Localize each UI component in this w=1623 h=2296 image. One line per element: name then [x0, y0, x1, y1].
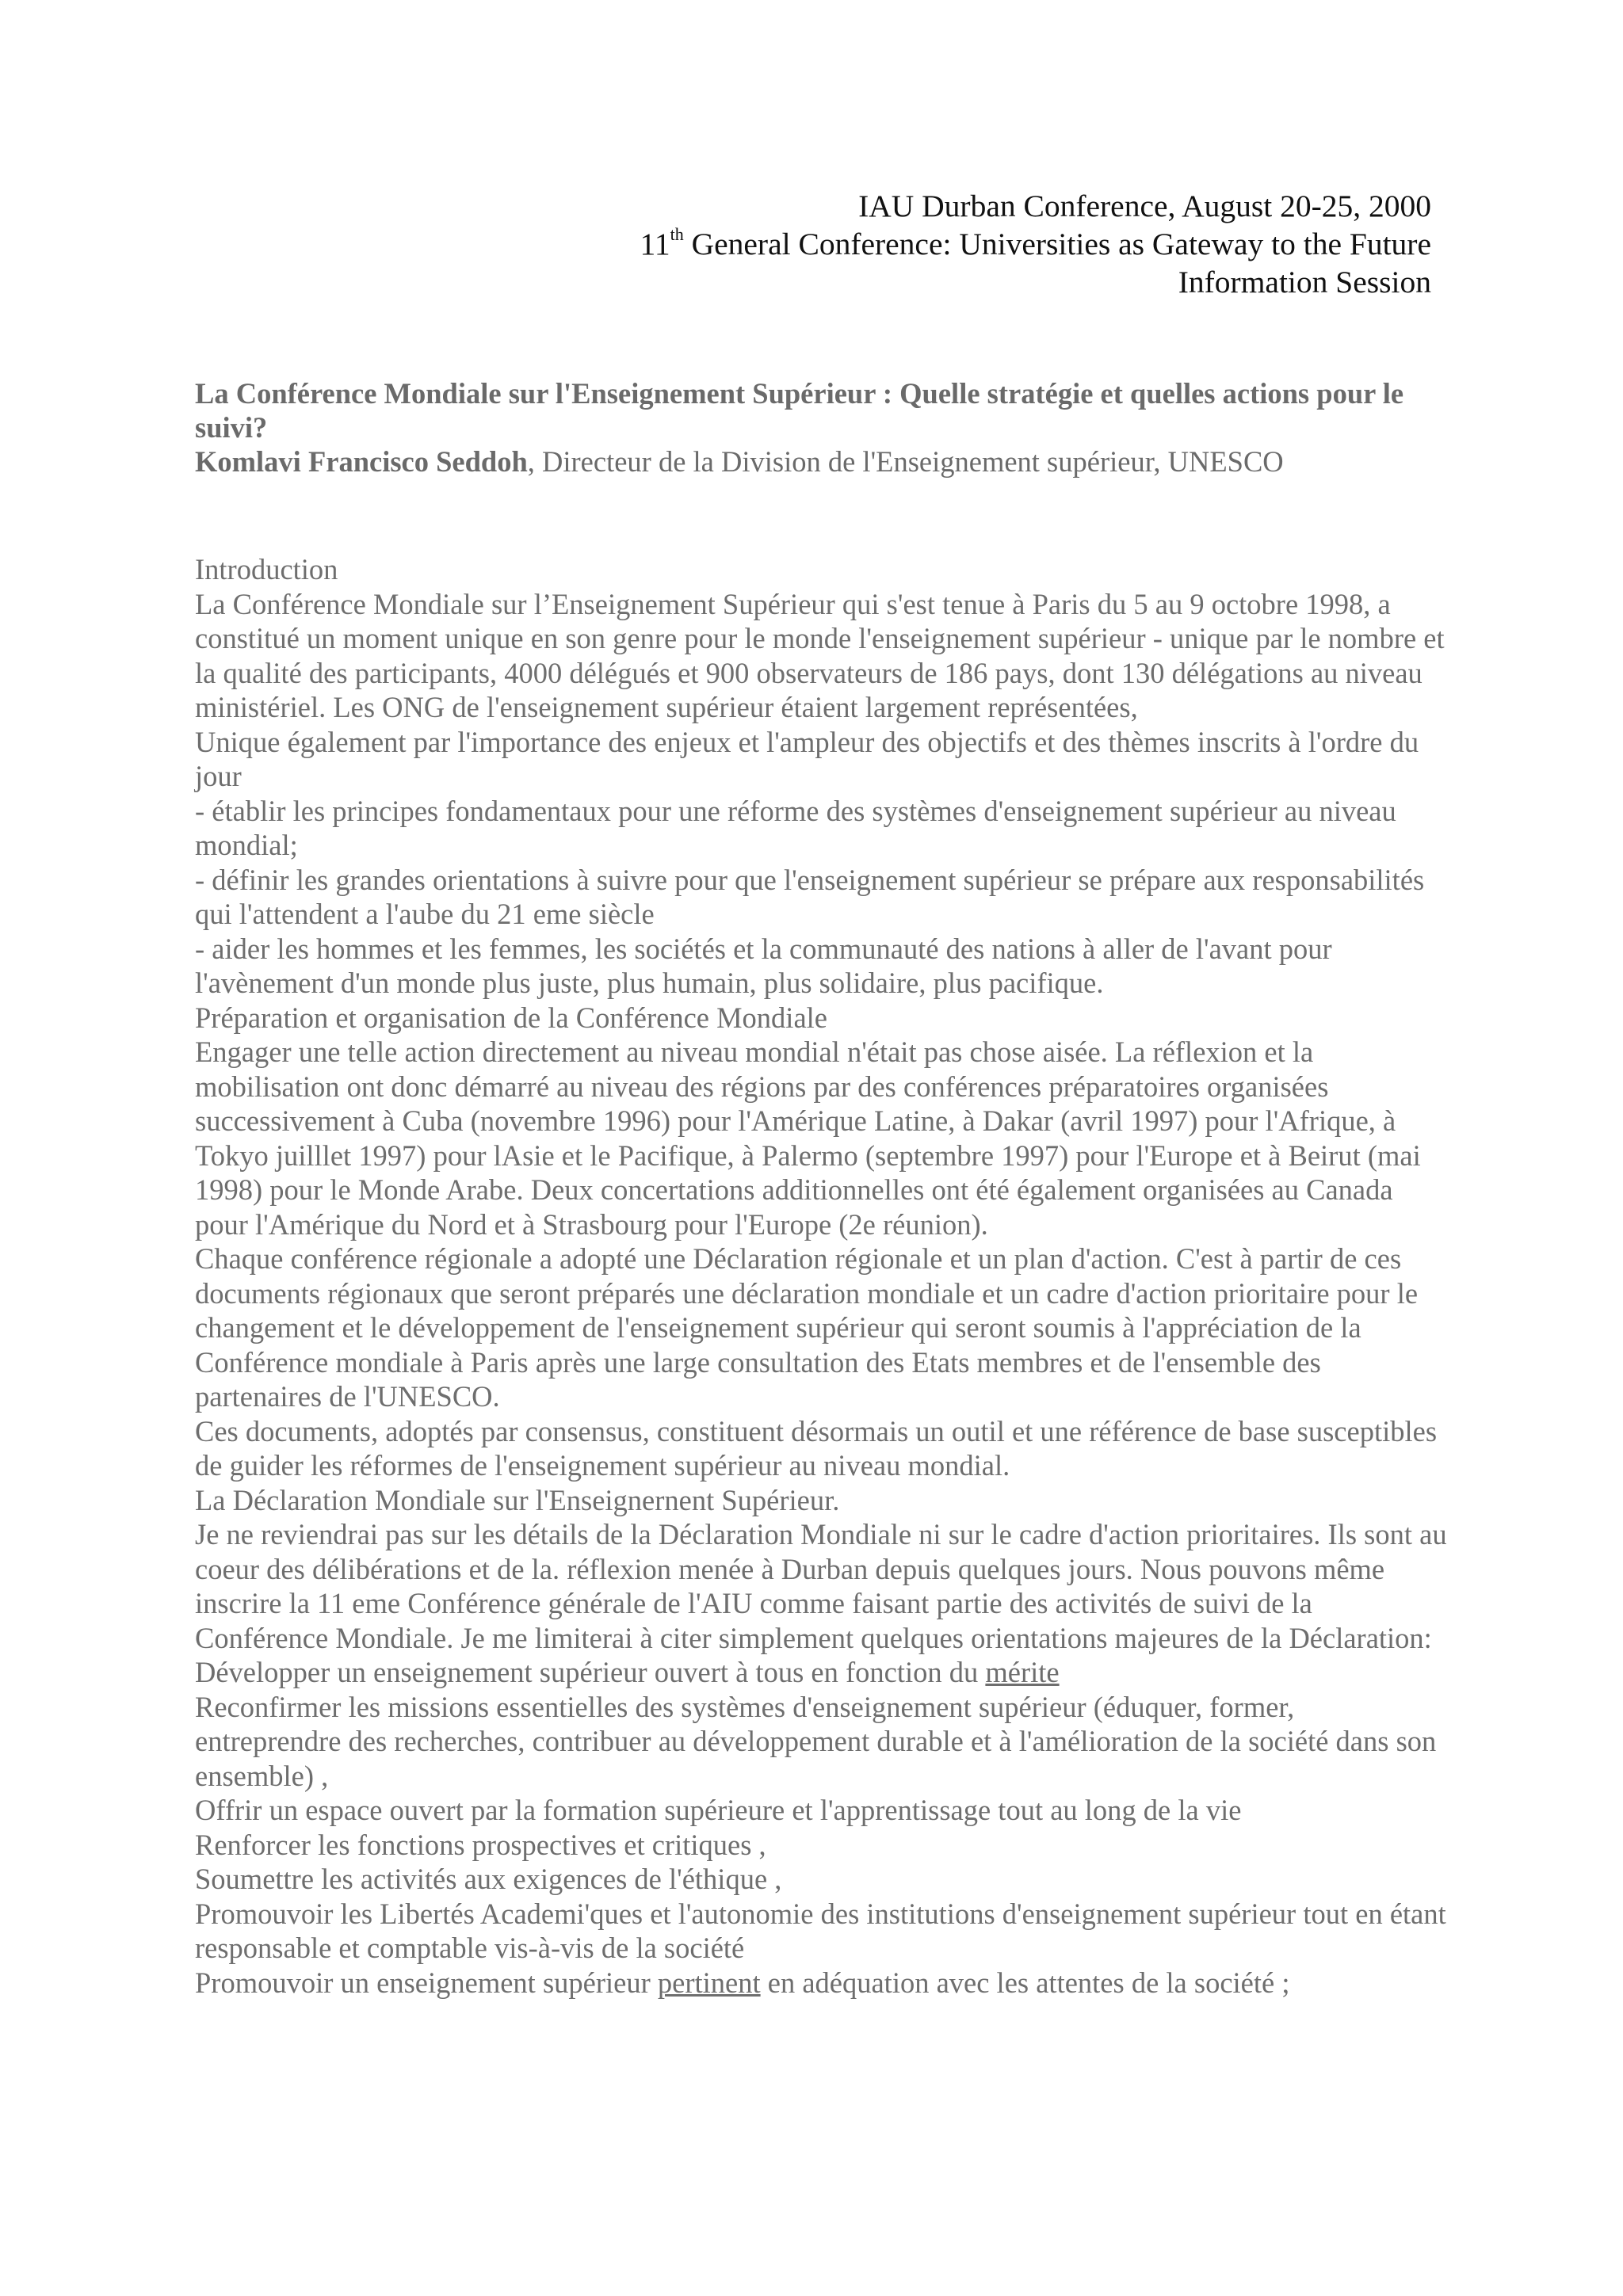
paragraph: La Conférence Mondiale sur l’Enseignement Supérieur qui s'est tenue à Paris du 5 au 9 octobre 1998, a constitué un moment unique en son genre pour le monde l'enseignement supérieur - unique par le nombre et la qualité des participants, 4000 délégués et 900 observateurs de 186 pays, dont 130 délégations au niveau ministériel. Les ONG de l'enseignement supérieur étaient largement représentées,	[195, 587, 1445, 723]
orientation-text-end: en adéquation avec les attentes de la société ;	[760, 1966, 1290, 1999]
orientation-item: Soumettre les activités aux exigences de l'éthique ,	[195, 1863, 782, 1895]
author-line	[195, 444, 1447, 479]
author-role: , Directeur de la Division de l'Enseignement supérieur, UNESCO	[527, 445, 1284, 478]
underlined-word-merite: mérite	[985, 1656, 1060, 1688]
section-heading-declaration: La Déclaration Mondiale sur l'Enseignernent Supérieur.	[195, 1483, 840, 1516]
orientation-item: Reconfirmer les missions essentielles des systèmes d'enseignement supérieur (éduquer, former, entreprendre des recherches, contribuer au développement durable et à l'amélioration de la société dans son ensemble) ,	[195, 1690, 1437, 1792]
orientation-item: Promouvoir les Libertés Academi'ques et l'autonomie des institutions d'enseignement supérieur tout en étant responsable et comptable vis-à-vis de la société	[195, 1897, 1446, 1964]
paragraph: Engager une telle action directement au niveau mondial n'était pas chose aisée. La réflexion et la mobilisation ont donc démarré au niveau des régions par des conférences préparatoires organisées successivement à Cuba (novembre 1996) pour l'Amérique Latine, à Dakar (avril 1997) pour l'Afrique, à Tokyo juilllet 1997) pour lAsie et le Pacifique, à Palermo (septembre 1997) pour l'Europe et à Beirut (mai 1998) pour le Monde Arabe. Deux concertations additionnelles ont été également organisées au Canada pour l'Amérique du Nord et à Strasbourg pour l'Europe (2e réunion).	[195, 1035, 1421, 1241]
orientation-item	[195, 1655, 1447, 1690]
title-block	[195, 376, 1447, 479]
document-title: La Conférence Mondiale sur l'Enseignement Supérieur : Quelle stratégie et quelles actions pour le suivi?	[195, 377, 1404, 444]
paragraph: Unique également par l'importance des enjeux et l'ampleur des objectifs et des thèmes inscrits à l'ordre du jour	[195, 725, 1419, 792]
header-line-3: Information Session	[1178, 265, 1431, 299]
list-item: - aider les hommes et les femmes, les sociétés et la communauté des nations à aller de l'avant pour l'avènement d'un monde plus juste, plus humain, plus solidaire, plus pacifique.	[195, 932, 1332, 999]
header-line-2-superscript: th	[670, 223, 684, 244]
orientation-text: Promouvoir un enseignement supérieur	[195, 1966, 658, 1999]
document-body	[195, 552, 1447, 2000]
paragraph: Ces documents, adoptés par consensus, constituent désormais un outil et une référence de base susceptibles de guider les réformes de l'enseignement supérieur au niveau mondial.	[195, 1414, 1438, 1482]
header-line-2-text: General Conference: Universities as Gateway to the Future	[683, 227, 1431, 261]
list-item: - établir les principes fondamentaux pour une réforme des systèmes d'enseignement supérieur au niveau mondial;	[195, 794, 1396, 861]
header-line-1: IAU Durban Conference, August 20-25, 2000	[858, 189, 1431, 223]
author-name: Komlavi Francisco Seddoh	[195, 445, 528, 478]
paragraph: Chaque conférence régionale a adopté une Déclaration régionale et un plan d'action. C'est à partir de ces documents régionaux que seront préparés une déclaration mondiale et un cadre d'action prioritaire pour le changement et le développement de l'enseignement supérieur qui seront soumis à l'appréciation de la Conférence mondiale à Paris après une large consultation des Etats membres et de l'ensemble des partenaires de l'UNESCO.	[195, 1242, 1419, 1413]
orientation-item: Renforcer les fonctions prospectives et critiques ,	[195, 1828, 766, 1861]
orientation-item: Offrir un espace ouvert par la formation supérieure et l'apprentissage tout au long de la vie	[195, 1794, 1242, 1826]
orientation-text: Développer un enseignement supérieur ouvert à tous en fonction du	[195, 1656, 986, 1688]
underlined-word-pertinent: pertinent	[657, 1966, 761, 1999]
conference-header	[555, 187, 1431, 301]
header-line-2-number: 11	[640, 227, 670, 261]
list-item: - définir les grandes orientations à suivre pour que l'enseignement supérieur se prépare aux responsabilités qui l'attendent a l'aube du 21 eme siècle	[195, 863, 1425, 930]
section-heading-introduction: Introduction	[195, 553, 338, 585]
header-line-2	[555, 225, 1431, 263]
orientation-item	[195, 1966, 1447, 2000]
paragraph: Je ne reviendrai pas sur les détails de la Déclaration Mondiale ni sur le cadre d'action prioritaires. Ils sont au coeur des délibérations et de la. réflexion menée à Durban depuis quelques jours. Nous pouvons même inscrire la 11 eme Conférence générale de l'AIU comme faisant partie des activités de suivi de la Conférence Mondiale. Je me limiterai à citer simplement quelques orientations majeures de la Déclaration:	[195, 1518, 1447, 1654]
section-heading-preparation: Préparation et organisation de la Conférence Mondiale	[195, 1001, 827, 1034]
